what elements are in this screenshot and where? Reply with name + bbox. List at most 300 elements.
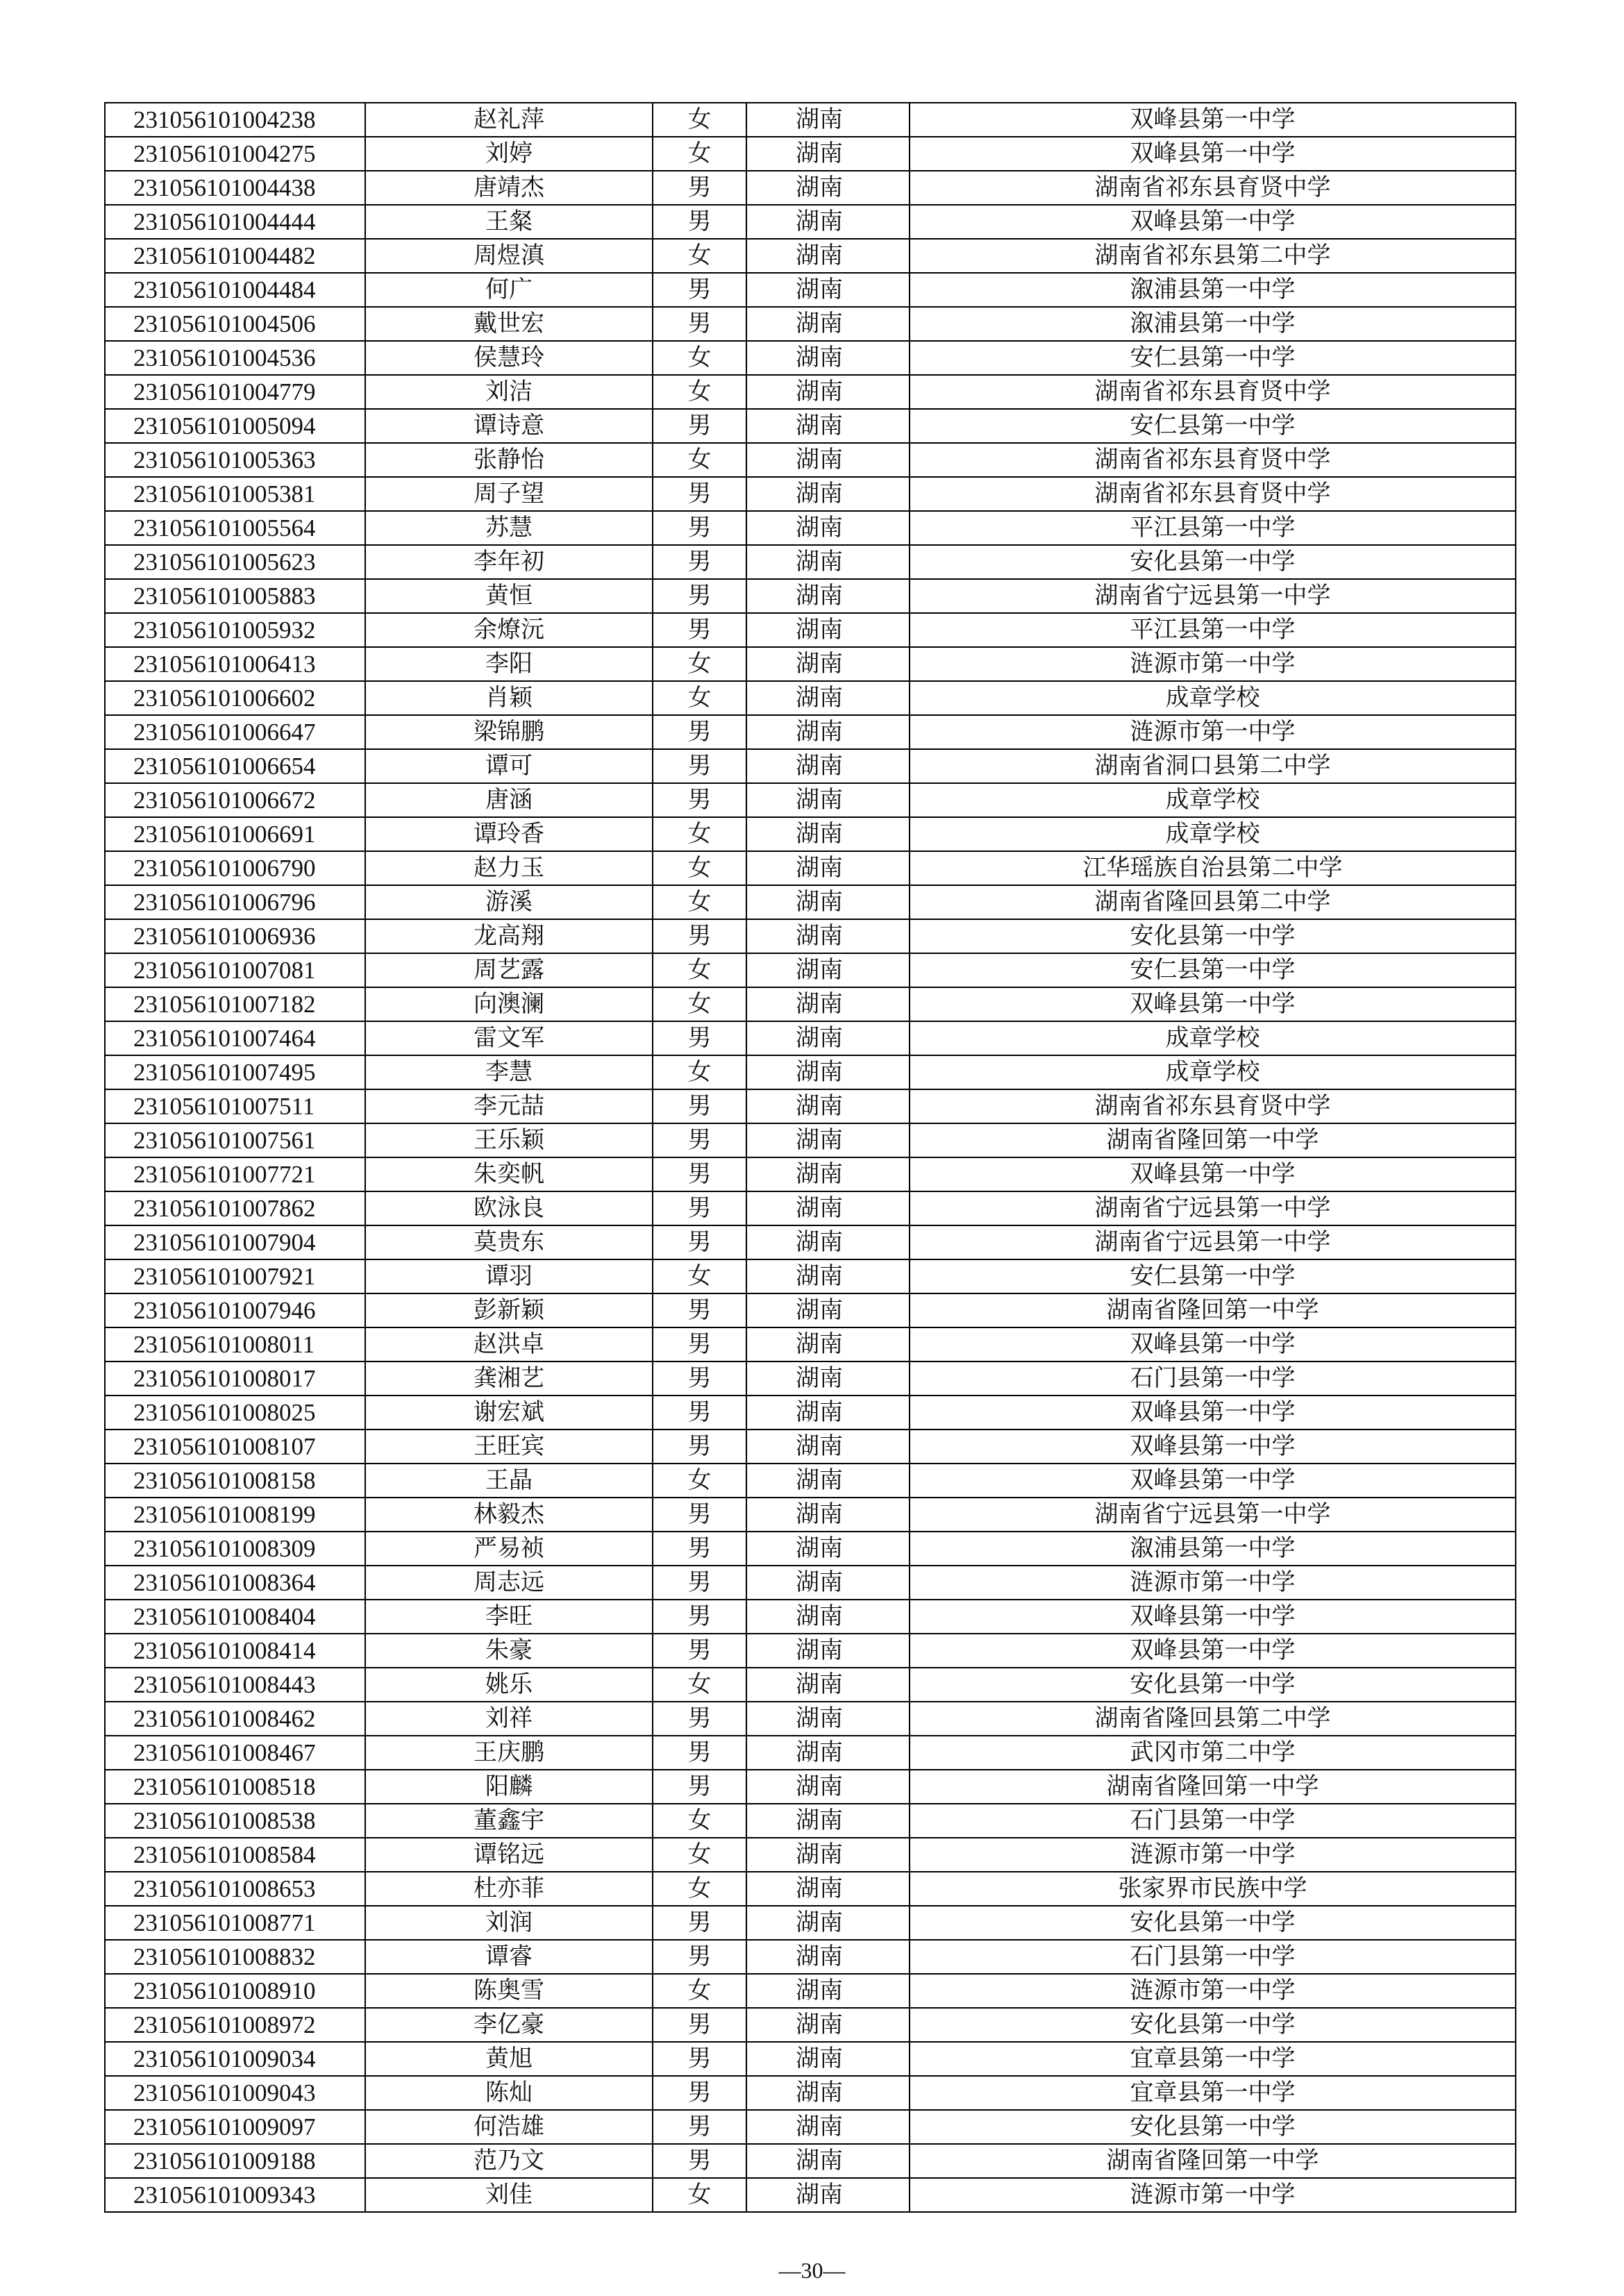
student-name-cell: 李阳 [365, 647, 653, 681]
student-id-cell: 231056101005094 [105, 409, 365, 443]
student-name-cell: 谭可 [365, 749, 653, 783]
student-id-cell: 231056101004506 [105, 307, 365, 341]
province-cell: 湖南 [746, 851, 910, 885]
gender-cell: 男 [653, 1089, 746, 1123]
gender-cell: 女 [653, 817, 746, 851]
student-name-cell: 李亿豪 [365, 2008, 653, 2042]
province-cell: 湖南 [746, 1361, 910, 1396]
student-name-cell: 谢宏斌 [365, 1396, 653, 1430]
student-id-cell: 231056101008158 [105, 1464, 365, 1498]
province-cell: 湖南 [746, 1804, 910, 1838]
gender-cell: 男 [653, 1770, 746, 1804]
table-row [105, 1089, 1516, 1123]
province-cell: 湖南 [746, 239, 910, 273]
student-name-cell: 彭新颖 [365, 1293, 653, 1327]
table-row [105, 987, 1516, 1021]
student-name-cell: 王旺宾 [365, 1430, 653, 1464]
school-cell: 湖南省隆回第一中学 [910, 1770, 1516, 1804]
student-id-cell: 231056101004275 [105, 137, 365, 171]
gender-cell: 男 [653, 579, 746, 613]
table-row [105, 647, 1516, 681]
table-row [105, 1974, 1516, 2008]
province-cell: 湖南 [746, 1225, 910, 1259]
student-id-cell: 231056101004484 [105, 273, 365, 307]
gender-cell: 男 [653, 613, 746, 647]
school-cell: 成章学校 [910, 817, 1516, 851]
province-cell: 湖南 [746, 1770, 910, 1804]
school-cell: 双峰县第一中学 [910, 1600, 1516, 1634]
gender-cell: 男 [653, 2144, 746, 2178]
student-name-cell: 何广 [365, 273, 653, 307]
province-cell: 湖南 [746, 1838, 910, 1872]
table-row [105, 1838, 1516, 1872]
student-id-cell: 231056101006647 [105, 715, 365, 749]
table-row [105, 205, 1516, 239]
student-name-cell: 刘洁 [365, 375, 653, 409]
student-id-cell: 231056101009188 [105, 2144, 365, 2178]
gender-cell: 男 [653, 273, 746, 307]
gender-cell: 男 [653, 1736, 746, 1770]
student-name-cell: 王粲 [365, 205, 653, 239]
table-row [105, 1702, 1516, 1736]
student-name-cell: 苏慧 [365, 511, 653, 545]
student-id-cell: 231056101009097 [105, 2110, 365, 2144]
student-name-cell: 黄恒 [365, 579, 653, 613]
table-row [105, 1191, 1516, 1225]
student-id-cell: 231056101008199 [105, 1498, 365, 1532]
student-name-cell: 雷文军 [365, 1021, 653, 1055]
school-cell: 涟源市第一中学 [910, 647, 1516, 681]
province-cell: 湖南 [746, 1532, 910, 1566]
student-id-cell: 231056101008518 [105, 1770, 365, 1804]
table-row [105, 1464, 1516, 1498]
gender-cell: 女 [653, 1804, 746, 1838]
table-row [105, 2178, 1516, 2212]
gender-cell: 男 [653, 2076, 746, 2110]
gender-cell: 男 [653, 1702, 746, 1736]
student-name-cell: 余燎沅 [365, 613, 653, 647]
school-cell: 双峰县第一中学 [910, 205, 1516, 239]
gender-cell: 男 [653, 1361, 746, 1396]
province-cell: 湖南 [746, 885, 910, 919]
student-id-cell: 231056101005381 [105, 477, 365, 511]
student-name-cell: 李元喆 [365, 1089, 653, 1123]
student-id-cell: 231056101004536 [105, 341, 365, 375]
table-row [105, 1804, 1516, 1838]
table-row [105, 545, 1516, 579]
student-name-cell: 莫贵东 [365, 1225, 653, 1259]
table-row [105, 103, 1516, 137]
school-cell: 湖南省宁远县第一中学 [910, 1498, 1516, 1532]
school-cell: 安化县第一中学 [910, 2008, 1516, 2042]
table-row [105, 579, 1516, 613]
student-name-cell: 刘祥 [365, 1702, 653, 1736]
province-cell: 湖南 [746, 1940, 910, 1974]
table-row [105, 1634, 1516, 1668]
province-cell: 湖南 [746, 2178, 910, 2212]
student-id-cell: 231056101008364 [105, 1566, 365, 1600]
school-cell: 安化县第一中学 [910, 919, 1516, 953]
student-name-cell: 谭铭远 [365, 1838, 653, 1872]
table-row [105, 817, 1516, 851]
student-id-cell: 231056101006413 [105, 647, 365, 681]
page-number: —30— [778, 2258, 846, 2283]
school-cell: 涟源市第一中学 [910, 1838, 1516, 1872]
student-name-cell: 刘佳 [365, 2178, 653, 2212]
student-name-cell: 龙高翔 [365, 919, 653, 953]
student-name-cell: 李年初 [365, 545, 653, 579]
gender-cell: 男 [653, 545, 746, 579]
province-cell: 湖南 [746, 1191, 910, 1225]
gender-cell: 男 [653, 2110, 746, 2144]
province-cell: 湖南 [746, 545, 910, 579]
province-cell: 湖南 [746, 375, 910, 409]
school-cell: 双峰县第一中学 [910, 1464, 1516, 1498]
table-row [105, 783, 1516, 817]
province-cell: 湖南 [746, 171, 910, 205]
province-cell: 湖南 [746, 1974, 910, 2008]
gender-cell: 男 [653, 1600, 746, 1634]
school-cell: 武冈市第二中学 [910, 1736, 1516, 1770]
student-id-cell: 231056101006790 [105, 851, 365, 885]
table-row [105, 1396, 1516, 1430]
province-cell: 湖南 [746, 783, 910, 817]
school-cell: 安仁县第一中学 [910, 953, 1516, 987]
student-id-cell: 231056101004444 [105, 205, 365, 239]
student-id-cell: 231056101006796 [105, 885, 365, 919]
student-name-cell: 阳麟 [365, 1770, 653, 1804]
table-row [105, 749, 1516, 783]
student-id-cell: 231056101007511 [105, 1089, 365, 1123]
gender-cell: 女 [653, 341, 746, 375]
province-cell: 湖南 [746, 1123, 910, 1157]
table-row [105, 2008, 1516, 2042]
gender-cell: 男 [653, 1532, 746, 1566]
student-name-cell: 陈灿 [365, 2076, 653, 2110]
school-cell: 湖南省隆回县第二中学 [910, 885, 1516, 919]
student-list-body [105, 103, 1516, 2212]
table-row [105, 2076, 1516, 2110]
table-row [105, 1021, 1516, 1055]
gender-cell: 女 [653, 851, 746, 885]
school-cell: 溆浦县第一中学 [910, 273, 1516, 307]
student-name-cell: 姚乐 [365, 1668, 653, 1702]
gender-cell: 男 [653, 1634, 746, 1668]
student-name-cell: 黄旭 [365, 2042, 653, 2076]
school-cell: 湖南省隆回第一中学 [910, 1123, 1516, 1157]
student-name-cell: 何浩雄 [365, 2110, 653, 2144]
student-id-cell: 231056101008414 [105, 1634, 365, 1668]
province-cell: 湖南 [746, 579, 910, 613]
gender-cell: 女 [653, 239, 746, 273]
gender-cell: 男 [653, 1498, 746, 1532]
student-name-cell: 杜亦菲 [365, 1872, 653, 1906]
student-id-cell: 231056101008011 [105, 1327, 365, 1361]
student-id-cell: 231056101008404 [105, 1600, 365, 1634]
gender-cell: 女 [653, 103, 746, 137]
school-cell: 双峰县第一中学 [910, 1634, 1516, 1668]
school-cell: 成章学校 [910, 783, 1516, 817]
province-cell: 湖南 [746, 1055, 910, 1089]
province-cell: 湖南 [746, 1327, 910, 1361]
school-cell: 涟源市第一中学 [910, 1974, 1516, 2008]
school-cell: 湖南省祁东县育贤中学 [910, 375, 1516, 409]
province-cell: 湖南 [746, 1430, 910, 1464]
student-name-cell: 刘润 [365, 1906, 653, 1940]
table-row [105, 273, 1516, 307]
province-cell: 湖南 [746, 511, 910, 545]
school-cell: 湖南省祁东县育贤中学 [910, 443, 1516, 477]
gender-cell: 男 [653, 2008, 746, 2042]
province-cell: 湖南 [746, 1396, 910, 1430]
province-cell: 湖南 [746, 749, 910, 783]
table-row [105, 137, 1516, 171]
province-cell: 湖南 [746, 1634, 910, 1668]
gender-cell: 女 [653, 885, 746, 919]
province-cell: 湖南 [746, 1498, 910, 1532]
student-id-cell: 231056101008538 [105, 1804, 365, 1838]
school-cell: 安化县第一中学 [910, 545, 1516, 579]
student-name-cell: 侯慧玲 [365, 341, 653, 375]
province-cell: 湖南 [746, 2076, 910, 2110]
gender-cell: 男 [653, 205, 746, 239]
school-cell: 成章学校 [910, 1055, 1516, 1089]
gender-cell: 男 [653, 171, 746, 205]
province-cell: 湖南 [746, 1293, 910, 1327]
gender-cell: 男 [653, 1293, 746, 1327]
school-cell: 双峰县第一中学 [910, 103, 1516, 137]
table-row [105, 1736, 1516, 1770]
student-name-cell: 谭羽 [365, 1259, 653, 1293]
student-name-cell: 刘婷 [365, 137, 653, 171]
gender-cell: 男 [653, 783, 746, 817]
student-id-cell: 231056101007081 [105, 953, 365, 987]
school-cell: 成章学校 [910, 1021, 1516, 1055]
student-name-cell: 梁锦鹏 [365, 715, 653, 749]
student-name-cell: 范乃文 [365, 2144, 653, 2178]
student-name-cell: 李旺 [365, 1600, 653, 1634]
student-id-cell: 231056101004779 [105, 375, 365, 409]
student-id-cell: 231056101008584 [105, 1838, 365, 1872]
table-row [105, 715, 1516, 749]
student-name-cell: 陈奥雪 [365, 1974, 653, 2008]
province-cell: 湖南 [746, 1464, 910, 1498]
school-cell: 石门县第一中学 [910, 1804, 1516, 1838]
school-cell: 双峰县第一中学 [910, 1430, 1516, 1464]
province-cell: 湖南 [746, 1021, 910, 1055]
gender-cell: 女 [653, 1668, 746, 1702]
school-cell: 双峰县第一中学 [910, 1396, 1516, 1430]
student-name-cell: 谭玲香 [365, 817, 653, 851]
province-cell: 湖南 [746, 2110, 910, 2144]
gender-cell: 女 [653, 953, 746, 987]
student-id-cell: 231056101009043 [105, 2076, 365, 2110]
student-name-cell: 董鑫宇 [365, 1804, 653, 1838]
table-row [105, 511, 1516, 545]
table-row [105, 1872, 1516, 1906]
province-cell: 湖南 [746, 681, 910, 715]
student-id-cell: 231056101007862 [105, 1191, 365, 1225]
gender-cell: 女 [653, 2178, 746, 2212]
province-cell: 湖南 [746, 1157, 910, 1191]
gender-cell: 女 [653, 1838, 746, 1872]
student-id-cell: 231056101008025 [105, 1396, 365, 1430]
school-cell: 双峰县第一中学 [910, 1327, 1516, 1361]
table-row [105, 1906, 1516, 1940]
gender-cell: 男 [653, 715, 746, 749]
student-id-cell: 231056101006602 [105, 681, 365, 715]
table-row [105, 171, 1516, 205]
student-id-cell: 231056101007721 [105, 1157, 365, 1191]
student-name-cell: 赵力玉 [365, 851, 653, 885]
table-row [105, 1600, 1516, 1634]
table-row [105, 1770, 1516, 1804]
gender-cell: 女 [653, 137, 746, 171]
student-name-cell: 林毅杰 [365, 1498, 653, 1532]
student-name-cell: 朱奕帆 [365, 1157, 653, 1191]
province-cell: 湖南 [746, 2042, 910, 2076]
gender-cell: 女 [653, 1872, 746, 1906]
province-cell: 湖南 [746, 613, 910, 647]
gender-cell: 女 [653, 1055, 746, 1089]
school-cell: 湖南省祁东县第二中学 [910, 239, 1516, 273]
province-cell: 湖南 [746, 817, 910, 851]
province-cell: 湖南 [746, 341, 910, 375]
table-row [105, 1327, 1516, 1361]
school-cell: 双峰县第一中学 [910, 1157, 1516, 1191]
province-cell: 湖南 [746, 307, 910, 341]
student-name-cell: 严易祯 [365, 1532, 653, 1566]
school-cell: 安仁县第一中学 [910, 1259, 1516, 1293]
student-id-cell: 231056101006672 [105, 783, 365, 817]
student-name-cell: 王乐颖 [365, 1123, 653, 1157]
province-cell: 湖南 [746, 2008, 910, 2042]
student-id-cell: 231056101009343 [105, 2178, 365, 2212]
province-cell: 湖南 [746, 987, 910, 1021]
student-name-cell: 戴世宏 [365, 307, 653, 341]
student-name-cell: 王晶 [365, 1464, 653, 1498]
student-id-cell: 231056101004482 [105, 239, 365, 273]
gender-cell: 女 [653, 443, 746, 477]
school-cell: 溆浦县第一中学 [910, 307, 1516, 341]
table-row [105, 1293, 1516, 1327]
province-cell: 湖南 [746, 1600, 910, 1634]
province-cell: 湖南 [746, 953, 910, 987]
school-cell: 石门县第一中学 [910, 1361, 1516, 1396]
student-id-cell: 231056101008443 [105, 1668, 365, 1702]
school-cell: 湖南省祁东县育贤中学 [910, 477, 1516, 511]
student-name-cell: 唐涵 [365, 783, 653, 817]
school-cell: 湖南省宁远县第一中学 [910, 579, 1516, 613]
table-row [105, 341, 1516, 375]
student-name-cell: 赵礼萍 [365, 103, 653, 137]
province-cell: 湖南 [746, 1736, 910, 1770]
gender-cell: 男 [653, 919, 746, 953]
school-cell: 安仁县第一中学 [910, 341, 1516, 375]
gender-cell: 男 [653, 1225, 746, 1259]
school-cell: 双峰县第一中学 [910, 987, 1516, 1021]
table-row [105, 681, 1516, 715]
table-row [105, 1566, 1516, 1600]
student-id-cell: 231056101005564 [105, 511, 365, 545]
school-cell: 湖南省祁东县育贤中学 [910, 171, 1516, 205]
student-id-cell: 231056101005363 [105, 443, 365, 477]
table-row [105, 613, 1516, 647]
table-row [105, 2042, 1516, 2076]
province-cell: 湖南 [746, 137, 910, 171]
school-cell: 宜章县第一中学 [910, 2042, 1516, 2076]
table-row [105, 1055, 1516, 1089]
student-list-table [104, 102, 1516, 2213]
gender-cell: 男 [653, 1430, 746, 1464]
student-id-cell: 231056101004438 [105, 171, 365, 205]
student-id-cell: 231056101005932 [105, 613, 365, 647]
province-cell: 湖南 [746, 443, 910, 477]
table-row [105, 1225, 1516, 1259]
student-name-cell: 张静怡 [365, 443, 653, 477]
student-id-cell: 231056101005623 [105, 545, 365, 579]
table-row [105, 1430, 1516, 1464]
table-row [105, 2110, 1516, 2144]
province-cell: 湖南 [746, 205, 910, 239]
school-cell: 涟源市第一中学 [910, 2178, 1516, 2212]
student-id-cell: 231056101008832 [105, 1940, 365, 1974]
gender-cell: 男 [653, 1191, 746, 1225]
province-cell: 湖南 [746, 103, 910, 137]
student-id-cell: 231056101007495 [105, 1055, 365, 1089]
school-cell: 平江县第一中学 [910, 511, 1516, 545]
student-name-cell: 赵洪卓 [365, 1327, 653, 1361]
student-id-cell: 231056101006691 [105, 817, 365, 851]
gender-cell: 女 [653, 1259, 746, 1293]
province-cell: 湖南 [746, 409, 910, 443]
student-id-cell: 231056101006654 [105, 749, 365, 783]
gender-cell: 男 [653, 409, 746, 443]
table-row [105, 2144, 1516, 2178]
table-row [105, 1668, 1516, 1702]
table-row [105, 1259, 1516, 1293]
school-cell: 溆浦县第一中学 [910, 1532, 1516, 1566]
gender-cell: 女 [653, 987, 746, 1021]
province-cell: 湖南 [746, 2144, 910, 2178]
student-name-cell: 向澳澜 [365, 987, 653, 1021]
table-row [105, 851, 1516, 885]
gender-cell: 男 [653, 1566, 746, 1600]
student-id-cell: 231056101008462 [105, 1702, 365, 1736]
student-name-cell: 谭诗意 [365, 409, 653, 443]
province-cell: 湖南 [746, 919, 910, 953]
province-cell: 湖南 [746, 477, 910, 511]
student-id-cell: 231056101008107 [105, 1430, 365, 1464]
school-cell: 湖南省宁远县第一中学 [910, 1225, 1516, 1259]
student-id-cell: 231056101007921 [105, 1259, 365, 1293]
student-name-cell: 谭睿 [365, 1940, 653, 1974]
table-row [105, 919, 1516, 953]
student-id-cell: 231056101008467 [105, 1736, 365, 1770]
province-cell: 湖南 [746, 1906, 910, 1940]
school-cell: 湖南省洞口县第二中学 [910, 749, 1516, 783]
table-row [105, 239, 1516, 273]
table-row [105, 885, 1516, 919]
school-cell: 宜章县第一中学 [910, 2076, 1516, 2110]
school-cell: 安仁县第一中学 [910, 409, 1516, 443]
student-name-cell: 周子望 [365, 477, 653, 511]
school-cell: 安化县第一中学 [910, 1668, 1516, 1702]
gender-cell: 男 [653, 1021, 746, 1055]
student-name-cell: 肖颖 [365, 681, 653, 715]
student-id-cell: 231056101008309 [105, 1532, 365, 1566]
student-id-cell: 231056101007904 [105, 1225, 365, 1259]
